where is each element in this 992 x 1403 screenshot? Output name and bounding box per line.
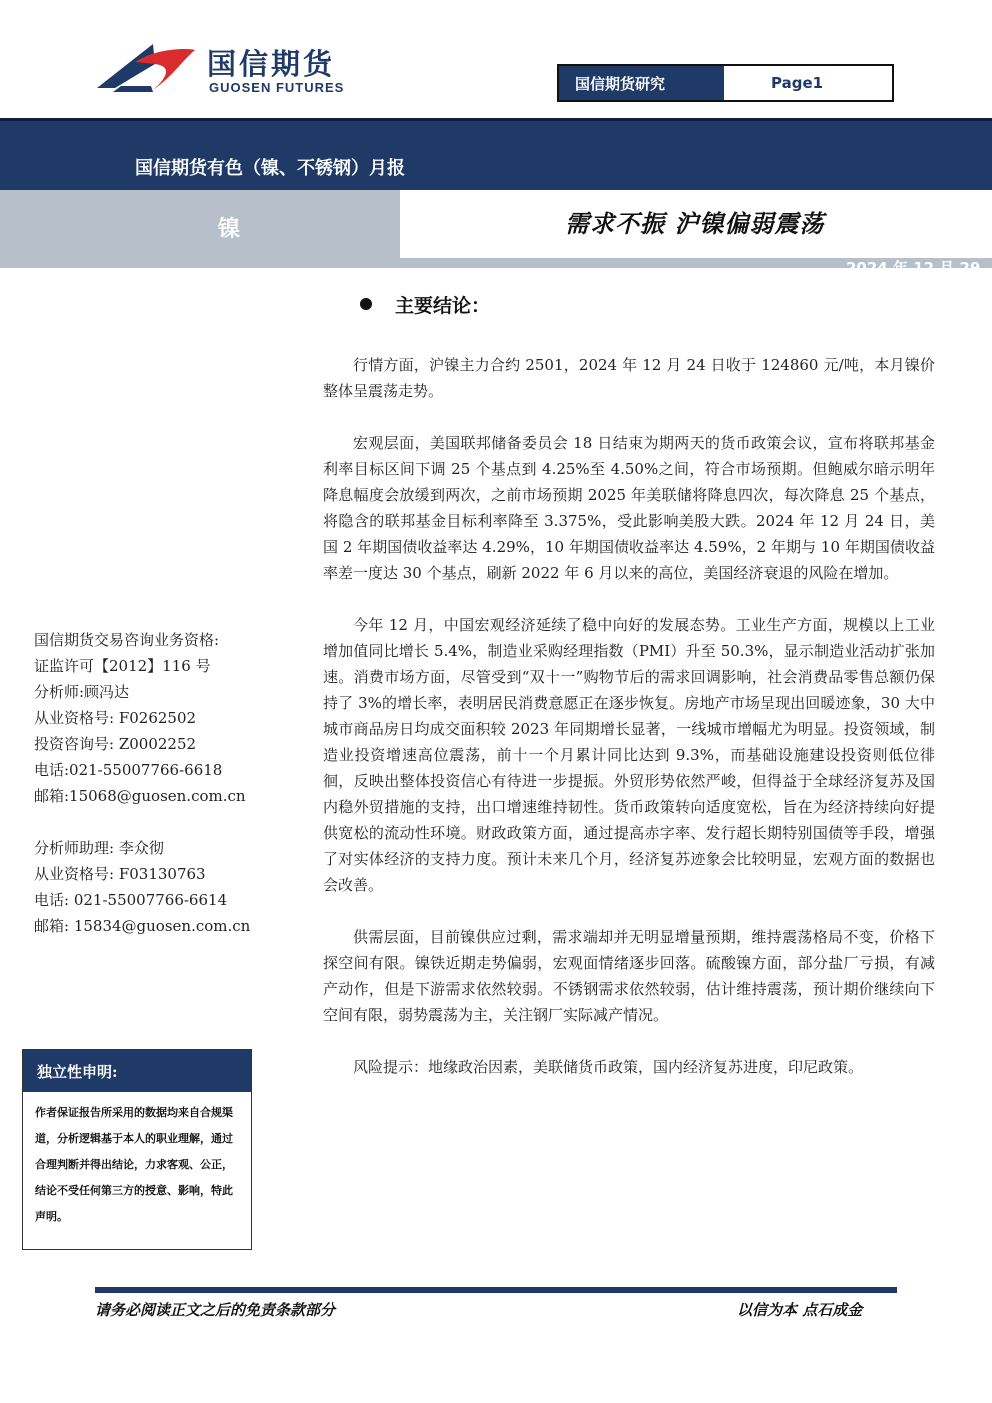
footer-divider [95, 1287, 897, 1293]
paragraph-macro-cn: 今年 12 月，中国宏观经济延续了稳中向好的发展态势。工业生产方面，规模以上工业增加值同比增长 5.4%，制造业采购经理指数（PMI）升至 50.3%，显示制造业活动扩张加速。消费市场方面，尽管受到“双十一”购物节后的需求回调影响，社会消费品零售总额仍保持了 3%的增长率，表明居民消费意愿正在逐步恢复。房地产市场呈现出回暖迹象，30 大中城市商品房日均成交面积较 2023 年同期增长显著，一线城市增幅尤为明显。投资领域，制造业投资增速高位震荡，前十一个月累计同比达到 9.3%，而基础设施建设投资则低位徘徊，反映出整体投资信心有待进一步提振。外贸形势依然严峻，但得益于全球经济复苏及国内稳外贸措施的支持，出口增速维持韧性。货币政策转向适度宽松，旨在为经济持续向好提供宽松的流动性环境。财政政策方面，通过提高赤字率、发行超长期特别国债等手段，增强了对实体经济的支持力度。预计未来几个月，经济复苏迹象会比较明显，宏观方面的数据也会改善。 [323, 616, 935, 894]
analyst-name: 分析师:顾冯达 [34, 683, 130, 701]
paragraph-risk: 风险提示：地缘政治因素，美联储货币政策，国内经济复苏进度，印尼政策。 [353, 1058, 864, 1076]
analyst-consult: 投资咨询号: Z0002252 [34, 735, 197, 753]
analyst-email[interactable]: 邮箱:15068@guosen.com.cn [34, 787, 246, 805]
company-logo [95, 40, 365, 100]
logo-name-en: GUOSEN FUTURES [209, 80, 345, 95]
report-body [323, 352, 935, 1106]
header-box [557, 64, 894, 102]
page-label: Page1 [727, 66, 892, 100]
assistant-name: 分析师助理: 李众彻 [34, 839, 164, 857]
assistant-email[interactable]: 邮箱: 15834@guosen.com.cn [34, 917, 251, 935]
assistant-phone: 电话: 021-55007766-6614 [34, 891, 228, 909]
bullet-icon [360, 298, 372, 310]
declaration-text: 作者保证报告所采用的数据均来自合规渠道，分析逻辑基于本人的职业理解，通过合理判断并得出结论，力求客观、公正，结论不受任何第三方的授意、影响，特此声明。 [35, 1106, 233, 1223]
logo-name-cn: 国信期货 [207, 47, 336, 81]
footer-disclaimer-note: 请务必阅读正文之后的免责条款部分 [95, 1301, 336, 1319]
paragraph-supply-demand: 供需层面，目前镍供应过剩，需求端却并无明显增量预期，维持震荡格局不变，价格下探空间有限。镍铁近期走势偏弱，宏观面情绪逐步回落。硫酸镍方面，部分盐厂亏损，有减产动作，但是下游需求依然较弱。不锈钢需求依然较弱，估计维持震荡，预计期价继续向下空间有限，弱势震荡为主，关注钢厂实际减产情况。 [323, 928, 935, 1024]
report-date: 2024 年 12 月 29 日 [846, 259, 981, 298]
footer-slogan: 以信为本 点石成金 [737, 1301, 863, 1319]
analyst-cert: 从业资格号: F0262502 [34, 709, 197, 727]
research-label: 国信期货研究 [559, 66, 727, 100]
independence-declaration [22, 1049, 252, 1250]
logo-mark-icon [95, 42, 199, 98]
report-series-title: 国信期货有色（镍、不锈钢）月报 [135, 158, 405, 179]
paragraph-market: 行情方面，沪镍主力合约 2501，2024 年 12 月 24 日收于 124860 元/吨，本月镍价整体呈震荡走势。 [323, 356, 935, 400]
license: 证监许可【2012】116 号 [34, 657, 211, 675]
paragraph-macro-us: 宏观层面，美国联邦储备委员会 18 日结束为期两天的货币政策会议，宣布将联邦基金利率目标区间下调 25 个基点到 4.25%至 4.50%之间，符合市场预期。但鲍威尔暗示明年降息幅度会放缓到两次，之前市场预期 2025 年美联储将降息四次，每次降息 25 个基点，将隐含的联邦基金目标利率降至 3.375%，受此影响美股大跌。2024 年 12 月 24 日，美国 2 年期国债收益率达 4.29%，10 年期国债收益率达 4.59%，2 年期与 10 年期国债收益率差一度达 30 个基点，刷新 2022 年 6 月以来的高位，美国经济衰退的风险在增加。 [323, 434, 935, 582]
metal-label: 镍 [218, 216, 241, 242]
analyst-phone: 电话:021-55007766-6618 [34, 761, 223, 779]
analyst-info [34, 627, 250, 939]
qualification: 国信期货交易咨询业务资格: [34, 631, 220, 649]
assistant-cert: 从业资格号: F03130763 [34, 865, 206, 883]
section-title: 主要结论： [395, 295, 491, 317]
report-headline: 需求不振 沪镍偏弱震荡 [565, 209, 825, 238]
declaration-title: 独立性申明: [23, 1050, 251, 1092]
